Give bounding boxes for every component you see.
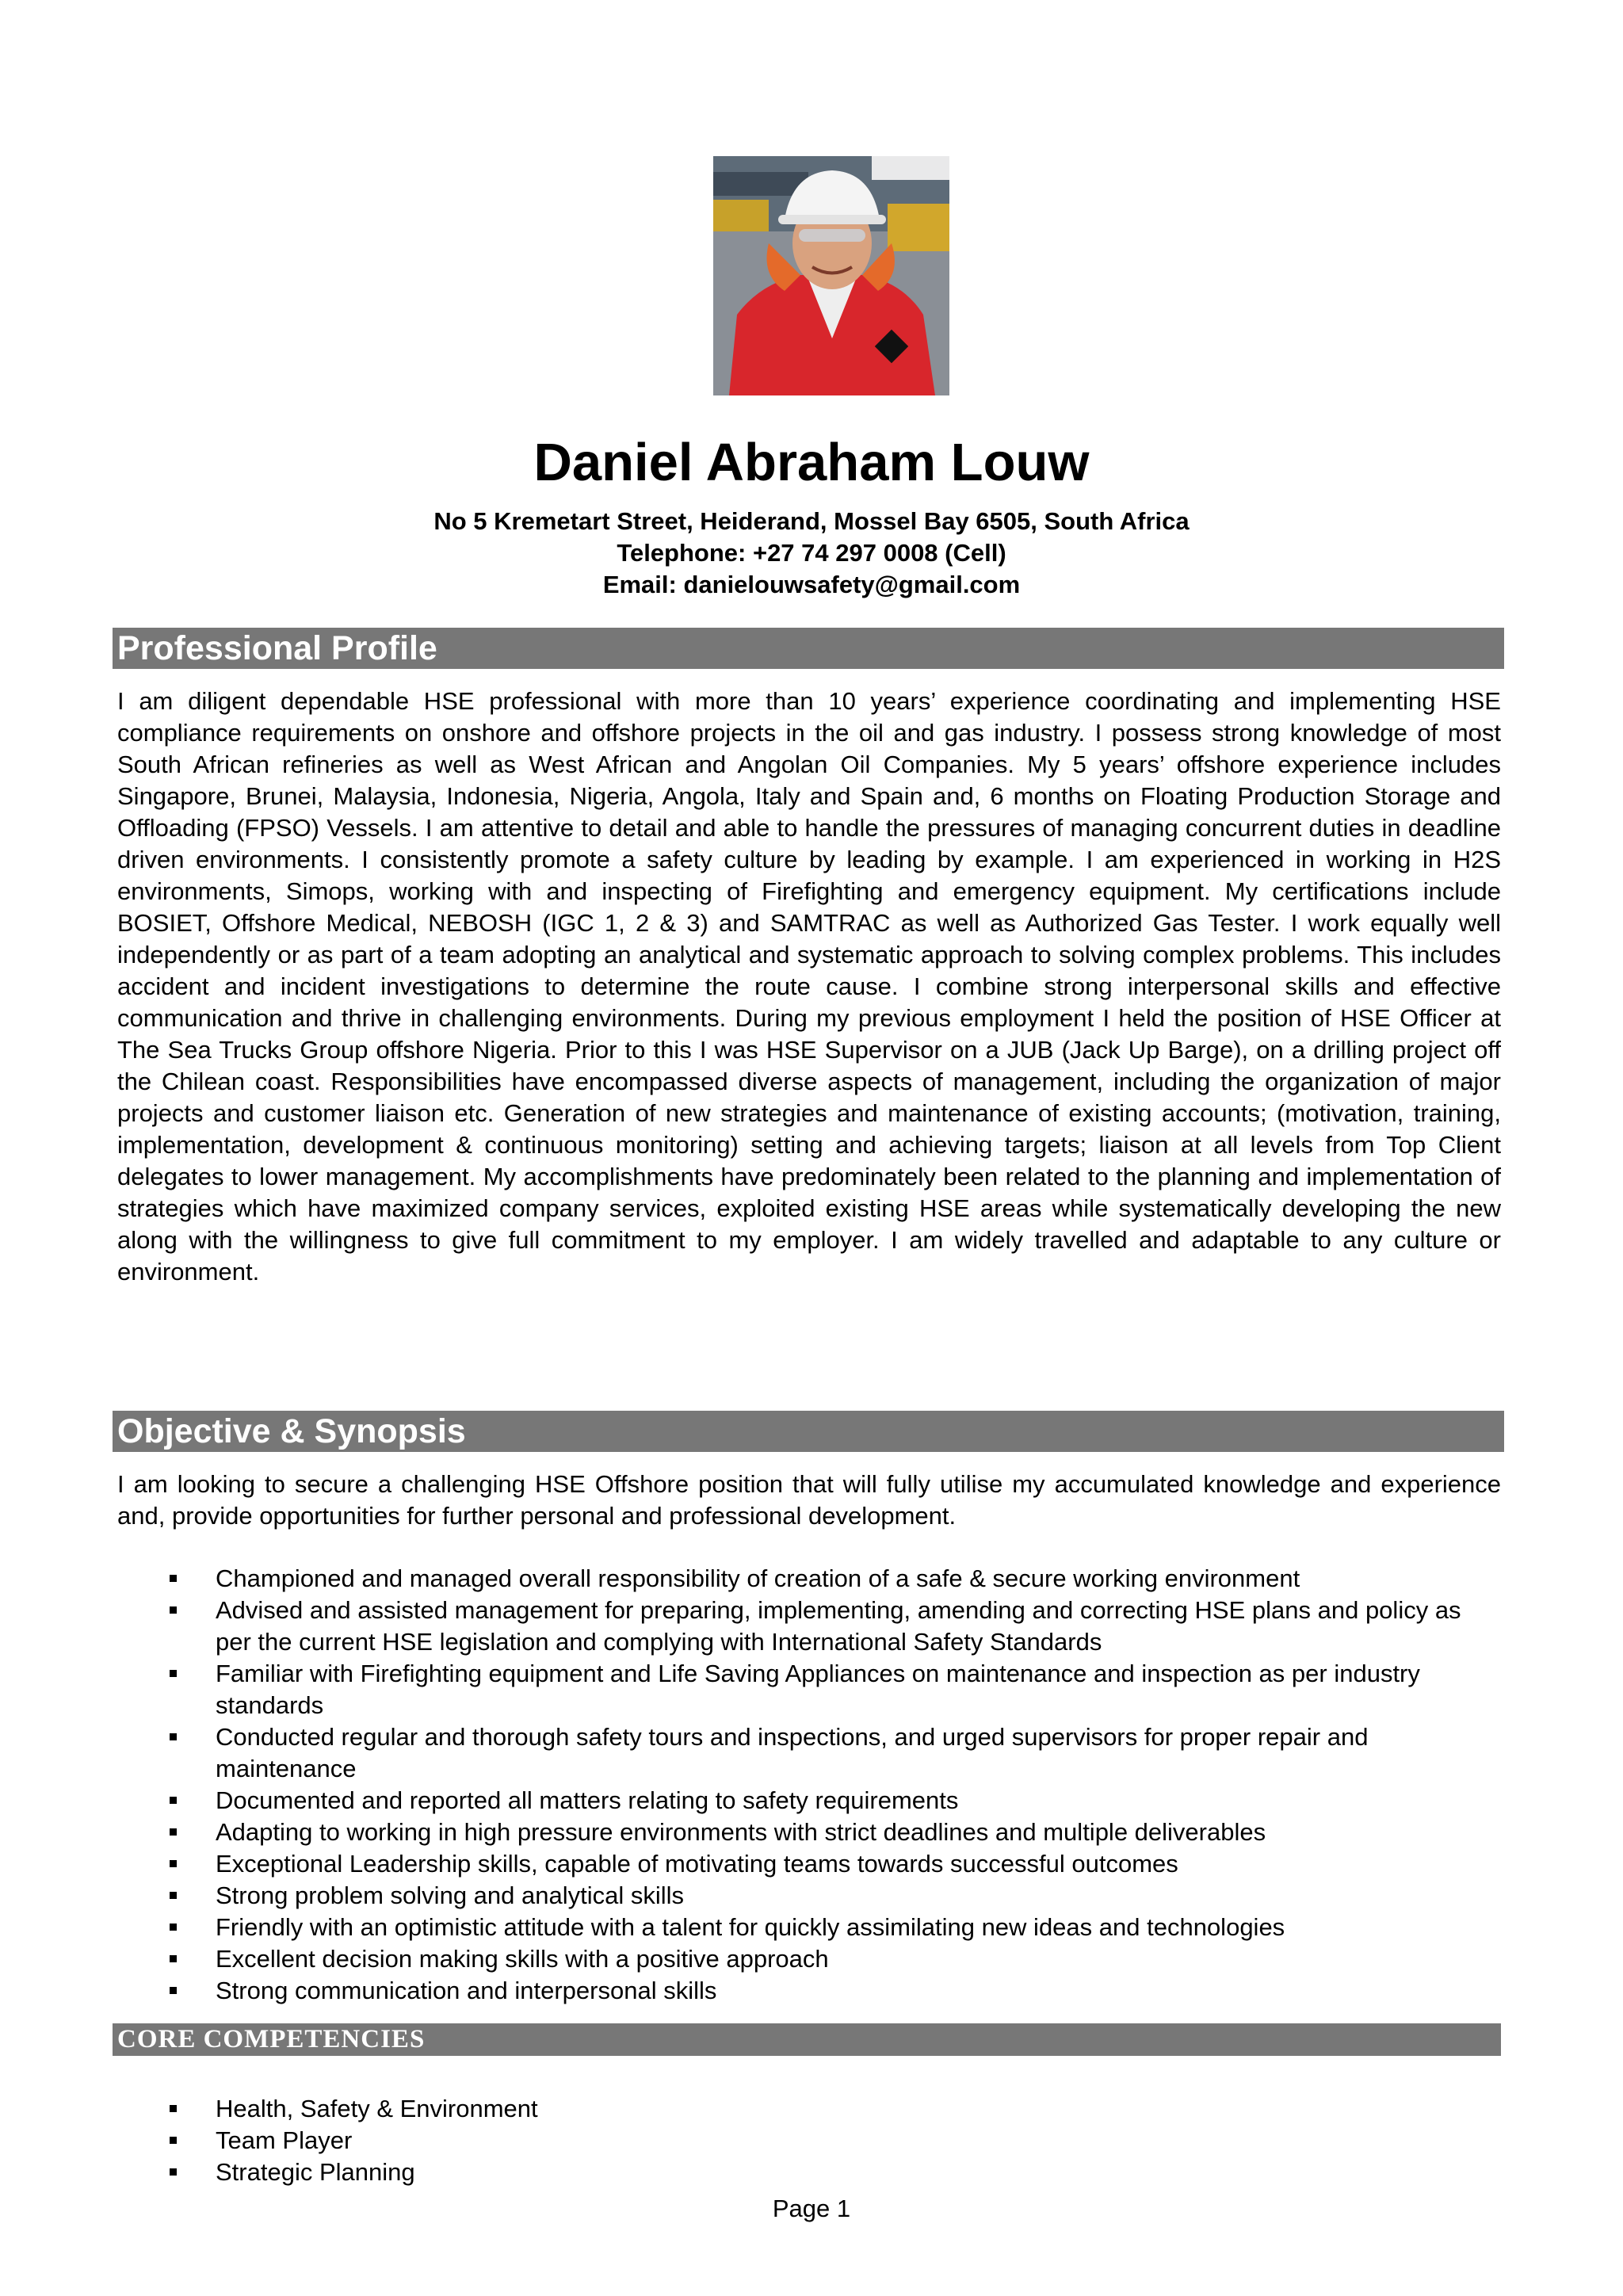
list-item: Friendly with an optimistic attitude with a talent for quickly assimilating new ideas and technologies xyxy=(0,1912,1623,1943)
bullet-square-icon xyxy=(170,1987,177,1994)
section-header-objective-synopsis: Objective & Synopsis xyxy=(113,1411,1504,1452)
page-number: Page 1 xyxy=(772,2195,851,2222)
objective-bullet-list xyxy=(0,1563,1623,2007)
list-item: Strong communication and interpersonal skills xyxy=(0,1975,1623,2007)
list-item: Adapting to working in high pressure environments with strict deadlines and multiple deliverables xyxy=(0,1817,1623,1848)
candidate-name: Daniel Abraham Louw xyxy=(533,433,1090,492)
bullet-square-icon xyxy=(170,1575,177,1582)
list-item: Familiar with Firefighting equipment and Life Saving Appliances on maintenance and inspection as per industry standards xyxy=(0,1658,1623,1721)
list-item: Team Player xyxy=(0,2125,1623,2157)
list-item: Documented and reported all matters relating to safety requirements xyxy=(0,1785,1623,1817)
bullet-square-icon xyxy=(170,1733,177,1740)
bullet-square-icon xyxy=(170,1892,177,1899)
person-portrait-photo-icon xyxy=(713,156,949,395)
address: No 5 Kremetart Street, Heiderand, Mossel Bay 6505, South Africa xyxy=(433,507,1190,535)
bullet-square-icon xyxy=(170,1860,177,1867)
bullet-square-icon xyxy=(170,1797,177,1804)
professional-profile-text: I am diligent dependable HSE professional with more than 10 years’ experience coordinating and implementing HSE compliance requirements on onshore and offshore projects in the oil and gas industry. I possess strong knowledge of most South African refineries as well as West African and Angolan Oil Companies. My 5 years’ offshore experience includes Singapore, Brunei, Malaysia, Indonesia, Nigeria, Angola, Italy and Spain and, 6 months on Floating Production Storage and Offloading (FPSO) Vessels. I am attentive to detail and able to handle the pressures of managing concurrent duties in deadline driven environments. I consistently promote a safety culture by leading by example. I am experienced in working in H2S environments, Simops, working with and inspecting of Firefighting and emergency equipment. My certifications include BOSIET, Offshore Medical, NEBOSH (IGC 1, 2 & 3) and SAMTRAC as well as Authorized Gas Tester. I work equally well independently or as part of a team adopting an analytical and systematic approach to solving complex problems. This includes accident and incident investigations to determine the route cause. I combine strong interpersonal skills and effective communication and thrive in challenging environments. During my previous employment I held the position of HSE Officer at The Sea Trucks Group offshore Nigeria. Prior to this I was HSE Supervisor on a JUB (Jack Up Barge), on a drilling project off the Chilean coast. Responsibilities have encompassed diverse aspects of management, including the organization of major projects and customer liaison etc. Generation of new strategies and maintenance of existing accounts; (motivation, training, implementation, development & continuous monitoring) setting and achieving targets; liaison at all levels from Top Client delegates to lower management. My accomplishments have predominately been related to the planning and implementation of strategies which have maximized company services, exploited existing HSE areas while systematically developing the new along with the willingness to give full commitment to my employer. I am widely travelled and adaptable to any culture or environment. xyxy=(117,687,1501,1286)
section-header-core-competencies: CORE COMPETENCIES xyxy=(113,2023,1501,2056)
telephone: Telephone: +27 74 297 0008 (Cell) xyxy=(617,539,1006,567)
list-item: Excellent decision making skills with a positive approach xyxy=(0,1943,1623,1975)
list-item: Championed and managed overall responsibility of creation of a safe & secure working environment xyxy=(0,1563,1623,1595)
list-item: Exceptional Leadership skills, capable of motivating teams towards successful outcomes xyxy=(0,1848,1623,1880)
list-item: Strategic Planning xyxy=(0,2157,1623,2188)
objective-text: I am looking to secure a challenging HSE Offshore position that will fully utilise my accumulated knowledge and experience and, provide opportunities for further personal and professional development. xyxy=(117,1470,1501,1530)
bullet-square-icon xyxy=(170,1670,177,1677)
bullet-square-icon xyxy=(170,1828,177,1836)
bullet-square-icon xyxy=(170,1606,177,1614)
bullet-square-icon xyxy=(170,1924,177,1931)
profile-photo xyxy=(713,156,949,395)
bullet-square-icon xyxy=(170,2168,177,2176)
email: Email: danielouwsafety@gmail.com xyxy=(602,571,1021,598)
list-item: Health, Safety & Environment xyxy=(0,2093,1623,2125)
list-item: Strong problem solving and analytical skills xyxy=(0,1880,1623,1912)
bullet-square-icon xyxy=(170,2137,177,2144)
list-item: Conducted regular and thorough safety tours and inspections, and urged supervisors for proper repair and maintenance xyxy=(0,1721,1623,1785)
section-header-professional-profile: Professional Profile xyxy=(113,628,1504,669)
bullet-square-icon xyxy=(170,2105,177,2112)
bullet-square-icon xyxy=(170,1955,177,1962)
list-item: Advised and assisted management for preparing, implementing, amending and correcting HSE plans and policy as per the current HSE legislation and complying with International Safety Standards xyxy=(0,1595,1623,1658)
core-competencies-list xyxy=(0,2093,1623,2188)
